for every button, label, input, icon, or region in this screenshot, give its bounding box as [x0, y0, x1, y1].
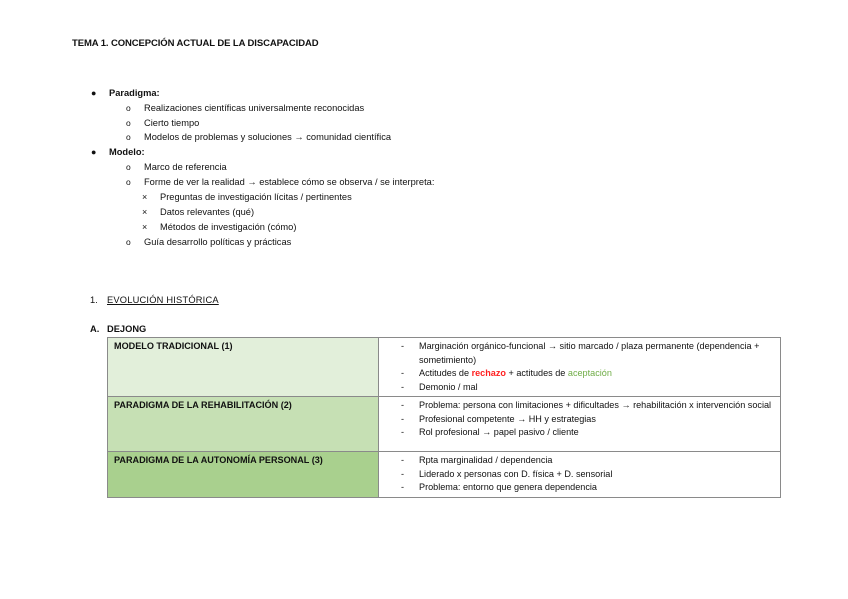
list-subitem-text: Métodos de investigación (cómo) [160, 222, 297, 232]
table-cell-model: MODELO TRADICIONAL (1) [108, 338, 379, 397]
subsection-letter: A. [90, 324, 100, 334]
list-item [126, 131, 391, 143]
table-bullet: - Actitudes de rechazo + actitudes de aceptación [401, 368, 612, 378]
table-bullet: - Rpta marginalidad / dependencia [401, 455, 553, 465]
table-bullet: - Problema: entorno que genera dependencia [401, 482, 597, 492]
aceptacion-highlight: aceptación [567, 368, 612, 378]
section-title: EVOLUCIÓN HISTÓRICA [107, 295, 219, 305]
list-subitem [142, 221, 296, 233]
list-item-text: Realizaciones científicas universalmente reconocidas [144, 103, 365, 113]
dejong-table [107, 337, 781, 498]
attitudes-middle: + actitudes de [505, 368, 568, 378]
table-bullet-text: Problema: entorno que genera dependencia [419, 482, 597, 492]
list-subitem-text: Preguntas de investigación lícitas / pertinentes [160, 192, 352, 202]
table-bullet-text: Rol profesional → papel pasivo / cliente [419, 427, 579, 437]
bullet-circle-icon: o [126, 118, 131, 128]
table-row [108, 452, 781, 498]
bullet-cross-icon: × [142, 222, 148, 232]
table-cell-description [379, 452, 781, 498]
bullet-disc-icon: ● [91, 147, 97, 157]
document-title: TEMA 1. CONCEPCIÓN ACTUAL DE LA DISCAPACIDAD [72, 38, 319, 49]
paradigma-label: Paradigma: [109, 88, 160, 98]
outline-item-modelo [91, 146, 145, 158]
list-item [126, 176, 434, 188]
table-bullet: - Profesional competente → HH y estrategias [401, 413, 596, 424]
table-bullet-text: Problema: persona con limitaciones + dificultades → rehabilitación x intervención social [419, 400, 772, 410]
list-subitem [142, 206, 254, 218]
modelo-label: Modelo: [109, 147, 145, 157]
subsection-title: DEJONG [107, 324, 147, 334]
list-subitem [142, 191, 352, 203]
bullet-circle-icon: o [126, 177, 131, 187]
list-item [126, 102, 364, 114]
attitudes-prefix: Actitudes de [419, 368, 472, 378]
bullet-circle-icon: o [126, 103, 131, 113]
list-item [126, 236, 291, 248]
bullet-cross-icon: × [142, 192, 148, 202]
table-bullet-text: Profesional competente → HH y estrategias [419, 413, 596, 424]
table-cell-model: PARADIGMA DE LA AUTONOMÍA PERSONAL (3) [108, 452, 379, 498]
table-cell-description [379, 397, 781, 452]
table-bullet-text: Liderado x personas con D. física + D. sensorial [419, 468, 613, 479]
table-bullet: - Liderado x personas con D. física + D. sensorial [401, 468, 613, 479]
table-bullet: - Problema: persona con limitaciones + dificultades → rehabilitación x intervención social [401, 400, 772, 410]
table-bullet: - Marginación orgánico-funcional → sitio marcado / plaza permanente (dependencia + sometimiento) [401, 341, 760, 365]
list-item-text: Forme de ver la realidad → establece cómo se observa / se interpreta: [144, 177, 435, 187]
list-item [126, 117, 199, 129]
table-bullet-text: Marginación orgánico-funcional → sitio marcado / plaza permanente (dependencia + sometimiento) [419, 341, 760, 365]
section-number: 1. [90, 295, 98, 305]
table-row [108, 397, 781, 452]
table-bullet-text: Rpta marginalidad / dependencia [419, 455, 553, 465]
rechazo-highlight: rechazo [471, 368, 506, 378]
outline-item-paradigma [91, 87, 160, 99]
bullet-circle-icon: o [126, 237, 131, 247]
bullet-cross-icon: × [142, 207, 148, 217]
table-cell-description [379, 338, 781, 397]
bullet-circle-icon: o [126, 132, 131, 142]
list-item-text: Modelos de problemas y soluciones → comunidad científica [144, 132, 392, 142]
bullet-disc-icon: ● [91, 88, 97, 98]
table-row [108, 338, 781, 397]
list-item-text: Marco de referencia [144, 162, 227, 172]
bullet-circle-icon: o [126, 162, 131, 172]
table-bullet: - Demonio / mal [401, 381, 478, 392]
list-item [126, 161, 227, 173]
list-subitem-text: Datos relevantes (qué) [160, 207, 255, 217]
table-bullet: - Rol profesional → papel pasivo / cliente [401, 427, 579, 437]
table-cell-model: PARADIGMA DE LA REHABILITACIÓN (2) [108, 397, 379, 452]
list-item-text: Guía desarrollo políticas y prácticas [144, 237, 292, 247]
list-item-text: Cierto tiempo [144, 118, 200, 128]
table-bullet-text: Demonio / mal [419, 381, 478, 392]
